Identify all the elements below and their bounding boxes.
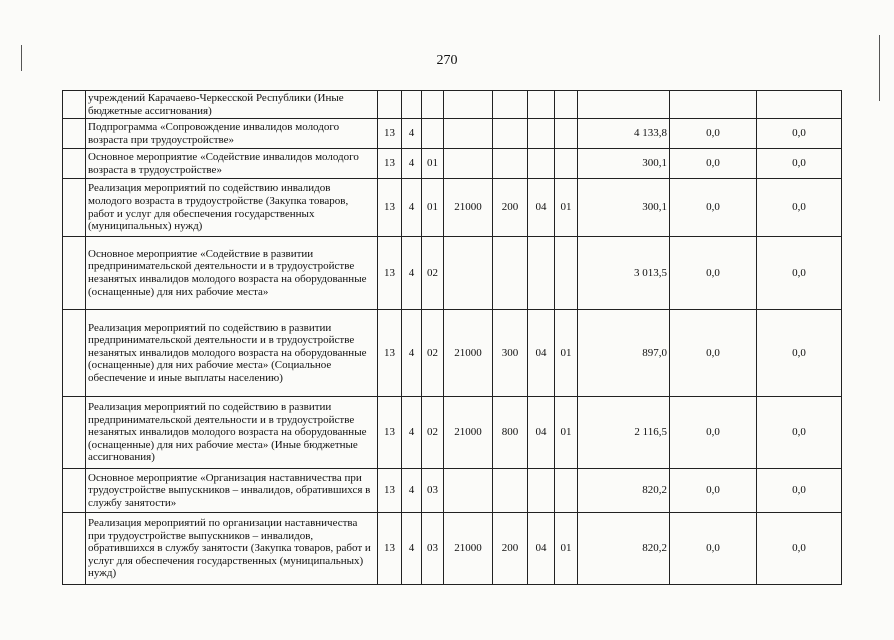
cell-year-2: 0,0 xyxy=(670,149,757,179)
cell-year-3: 0,0 xyxy=(757,237,842,310)
cell-subprogram: 4 xyxy=(402,119,422,149)
cell-year-3: 0,0 xyxy=(757,310,842,397)
table-row xyxy=(63,469,842,513)
table-row xyxy=(63,237,842,310)
cell-measure: 03 xyxy=(422,513,444,585)
cell-subpart xyxy=(555,119,578,149)
cell-section: 13 xyxy=(378,119,402,149)
scan-edge-line-right xyxy=(879,35,880,101)
cell-index xyxy=(63,149,86,179)
cell-measure: 01 xyxy=(422,149,444,179)
cell-amount: 2 116,5 xyxy=(578,397,670,469)
cell-measure: 01 xyxy=(422,179,444,237)
cell-expense-type: 200 xyxy=(493,513,528,585)
cell-subpart xyxy=(555,237,578,310)
cell-subpart xyxy=(555,149,578,179)
cell-year-2: 0,0 xyxy=(670,237,757,310)
cell-subprogram: 4 xyxy=(402,237,422,310)
cell-year-3: 0,0 xyxy=(757,119,842,149)
cell-year-2 xyxy=(670,91,757,119)
cell-measure: 02 xyxy=(422,237,444,310)
cell-part: 04 xyxy=(528,513,555,585)
cell-year-2: 0,0 xyxy=(670,119,757,149)
cell-index xyxy=(63,179,86,237)
table-row xyxy=(63,179,842,237)
cell-index xyxy=(63,237,86,310)
cell-description: Реализация мероприятий по организации наставничества при трудоустройстве выпускников – инвалидов, обратившихся в службу занятости (Закупка товаров, работ и услуг для обеспечения государственных (муниципальных) нужд) xyxy=(86,513,378,585)
table-row xyxy=(63,119,842,149)
cell-section: 13 xyxy=(378,469,402,513)
cell-description: Основное мероприятие «Организация наставничества при трудоустройстве выпускников – инвалидов, обратившихся в службу занятости» xyxy=(86,469,378,513)
cell-amount: 897,0 xyxy=(578,310,670,397)
cell-description: учреждений Карачаево-Черкесской Республики (Иные бюджетные ассигнования) xyxy=(86,91,378,119)
cell-year-3: 0,0 xyxy=(757,149,842,179)
cell-expense-type: 300 xyxy=(493,310,528,397)
cell-subprogram: 4 xyxy=(402,513,422,585)
cell-index xyxy=(63,119,86,149)
cell-year-3: 0,0 xyxy=(757,469,842,513)
cell-part xyxy=(528,149,555,179)
cell-year-2: 0,0 xyxy=(670,179,757,237)
cell-subprogram: 4 xyxy=(402,310,422,397)
cell-expense-type xyxy=(493,237,528,310)
cell-description: Основное мероприятие «Содействие инвалидов молодого возраста в трудоустройстве» xyxy=(86,149,378,179)
cell-part xyxy=(528,119,555,149)
cell-amount xyxy=(578,91,670,119)
cell-direction: 21000 xyxy=(444,397,493,469)
cell-subpart: 01 xyxy=(555,179,578,237)
page-number: 270 xyxy=(436,53,458,68)
cell-section: 13 xyxy=(378,397,402,469)
cell-part: 04 xyxy=(528,179,555,237)
cell-expense-type: 800 xyxy=(493,397,528,469)
cell-year-2: 0,0 xyxy=(670,310,757,397)
cell-section xyxy=(378,91,402,119)
cell-subpart: 01 xyxy=(555,513,578,585)
cell-amount: 820,2 xyxy=(578,513,670,585)
table-body xyxy=(63,91,842,585)
cell-amount: 300,1 xyxy=(578,149,670,179)
cell-section: 13 xyxy=(378,179,402,237)
cell-amount: 300,1 xyxy=(578,179,670,237)
cell-description: Подпрограмма «Сопровождение инвалидов молодого возраста при трудоустройстве» xyxy=(86,119,378,149)
cell-part: 04 xyxy=(528,397,555,469)
cell-amount: 820,2 xyxy=(578,469,670,513)
budget-table xyxy=(62,90,842,585)
cell-year-2: 0,0 xyxy=(670,513,757,585)
cell-expense-type: 200 xyxy=(493,179,528,237)
cell-direction: 21000 xyxy=(444,513,493,585)
cell-description: Реализация мероприятий по содействию в развитии предпринимательской деятельности и в трудоустройстве незанятых инвалидов молодого возраста на оборудованные (оснащенные) для них рабочие места» (Социальное обеспечение и иные выплаты населению) xyxy=(86,310,378,397)
cell-direction: 21000 xyxy=(444,310,493,397)
table-row xyxy=(63,149,842,179)
cell-amount: 3 013,5 xyxy=(578,237,670,310)
table-row xyxy=(63,513,842,585)
cell-subprogram: 4 xyxy=(402,149,422,179)
cell-direction xyxy=(444,119,493,149)
cell-direction xyxy=(444,91,493,119)
cell-part xyxy=(528,91,555,119)
cell-year-2: 0,0 xyxy=(670,397,757,469)
cell-measure: 02 xyxy=(422,397,444,469)
cell-expense-type xyxy=(493,119,528,149)
cell-index xyxy=(63,397,86,469)
cell-year-3 xyxy=(757,91,842,119)
cell-measure xyxy=(422,91,444,119)
cell-measure: 02 xyxy=(422,310,444,397)
cell-measure: 03 xyxy=(422,469,444,513)
cell-direction xyxy=(444,237,493,310)
cell-index xyxy=(63,469,86,513)
cell-part xyxy=(528,237,555,310)
cell-subprogram xyxy=(402,91,422,119)
cell-subprogram: 4 xyxy=(402,179,422,237)
cell-description: Основное мероприятие «Содействие в развитии предпринимательской деятельности и в трудоустройстве незанятых инвалидов молодого возраста на оборудованные (оснащенные) для них рабочие места» xyxy=(86,237,378,310)
cell-expense-type xyxy=(493,469,528,513)
cell-subprogram: 4 xyxy=(402,397,422,469)
cell-subpart xyxy=(555,469,578,513)
cell-subpart: 01 xyxy=(555,310,578,397)
cell-section: 13 xyxy=(378,237,402,310)
cell-part: 04 xyxy=(528,310,555,397)
cell-index xyxy=(63,513,86,585)
cell-subpart: 01 xyxy=(555,397,578,469)
cell-expense-type xyxy=(493,149,528,179)
cell-expense-type xyxy=(493,91,528,119)
cell-description: Реализация мероприятий по содействию в развитии предпринимательской деятельности и в трудоустройстве незанятых инвалидов молодого возраста на оборудованные (оснащенные) для них рабочие места» (Иные бюджетные ассигнования) xyxy=(86,397,378,469)
cell-subprogram: 4 xyxy=(402,469,422,513)
cell-year-3: 0,0 xyxy=(757,179,842,237)
cell-description: Реализация мероприятий по содействию инвалидов молодого возраста в трудоустройстве (Закупка товаров, работ и услуг для обеспечения государственных (муниципальных) нужд) xyxy=(86,179,378,237)
cell-index xyxy=(63,91,86,119)
cell-index xyxy=(63,310,86,397)
cell-direction xyxy=(444,149,493,179)
cell-year-2: 0,0 xyxy=(670,469,757,513)
cell-section: 13 xyxy=(378,513,402,585)
table-row xyxy=(63,91,842,119)
cell-direction: 21000 xyxy=(444,179,493,237)
scan-edge-line-left xyxy=(21,45,22,71)
cell-amount: 4 133,8 xyxy=(578,119,670,149)
cell-subpart xyxy=(555,91,578,119)
cell-part xyxy=(528,469,555,513)
table-row xyxy=(63,310,842,397)
cell-section: 13 xyxy=(378,149,402,179)
cell-measure xyxy=(422,119,444,149)
table-row xyxy=(63,397,842,469)
cell-year-3: 0,0 xyxy=(757,397,842,469)
cell-section: 13 xyxy=(378,310,402,397)
cell-year-3: 0,0 xyxy=(757,513,842,585)
cell-direction xyxy=(444,469,493,513)
